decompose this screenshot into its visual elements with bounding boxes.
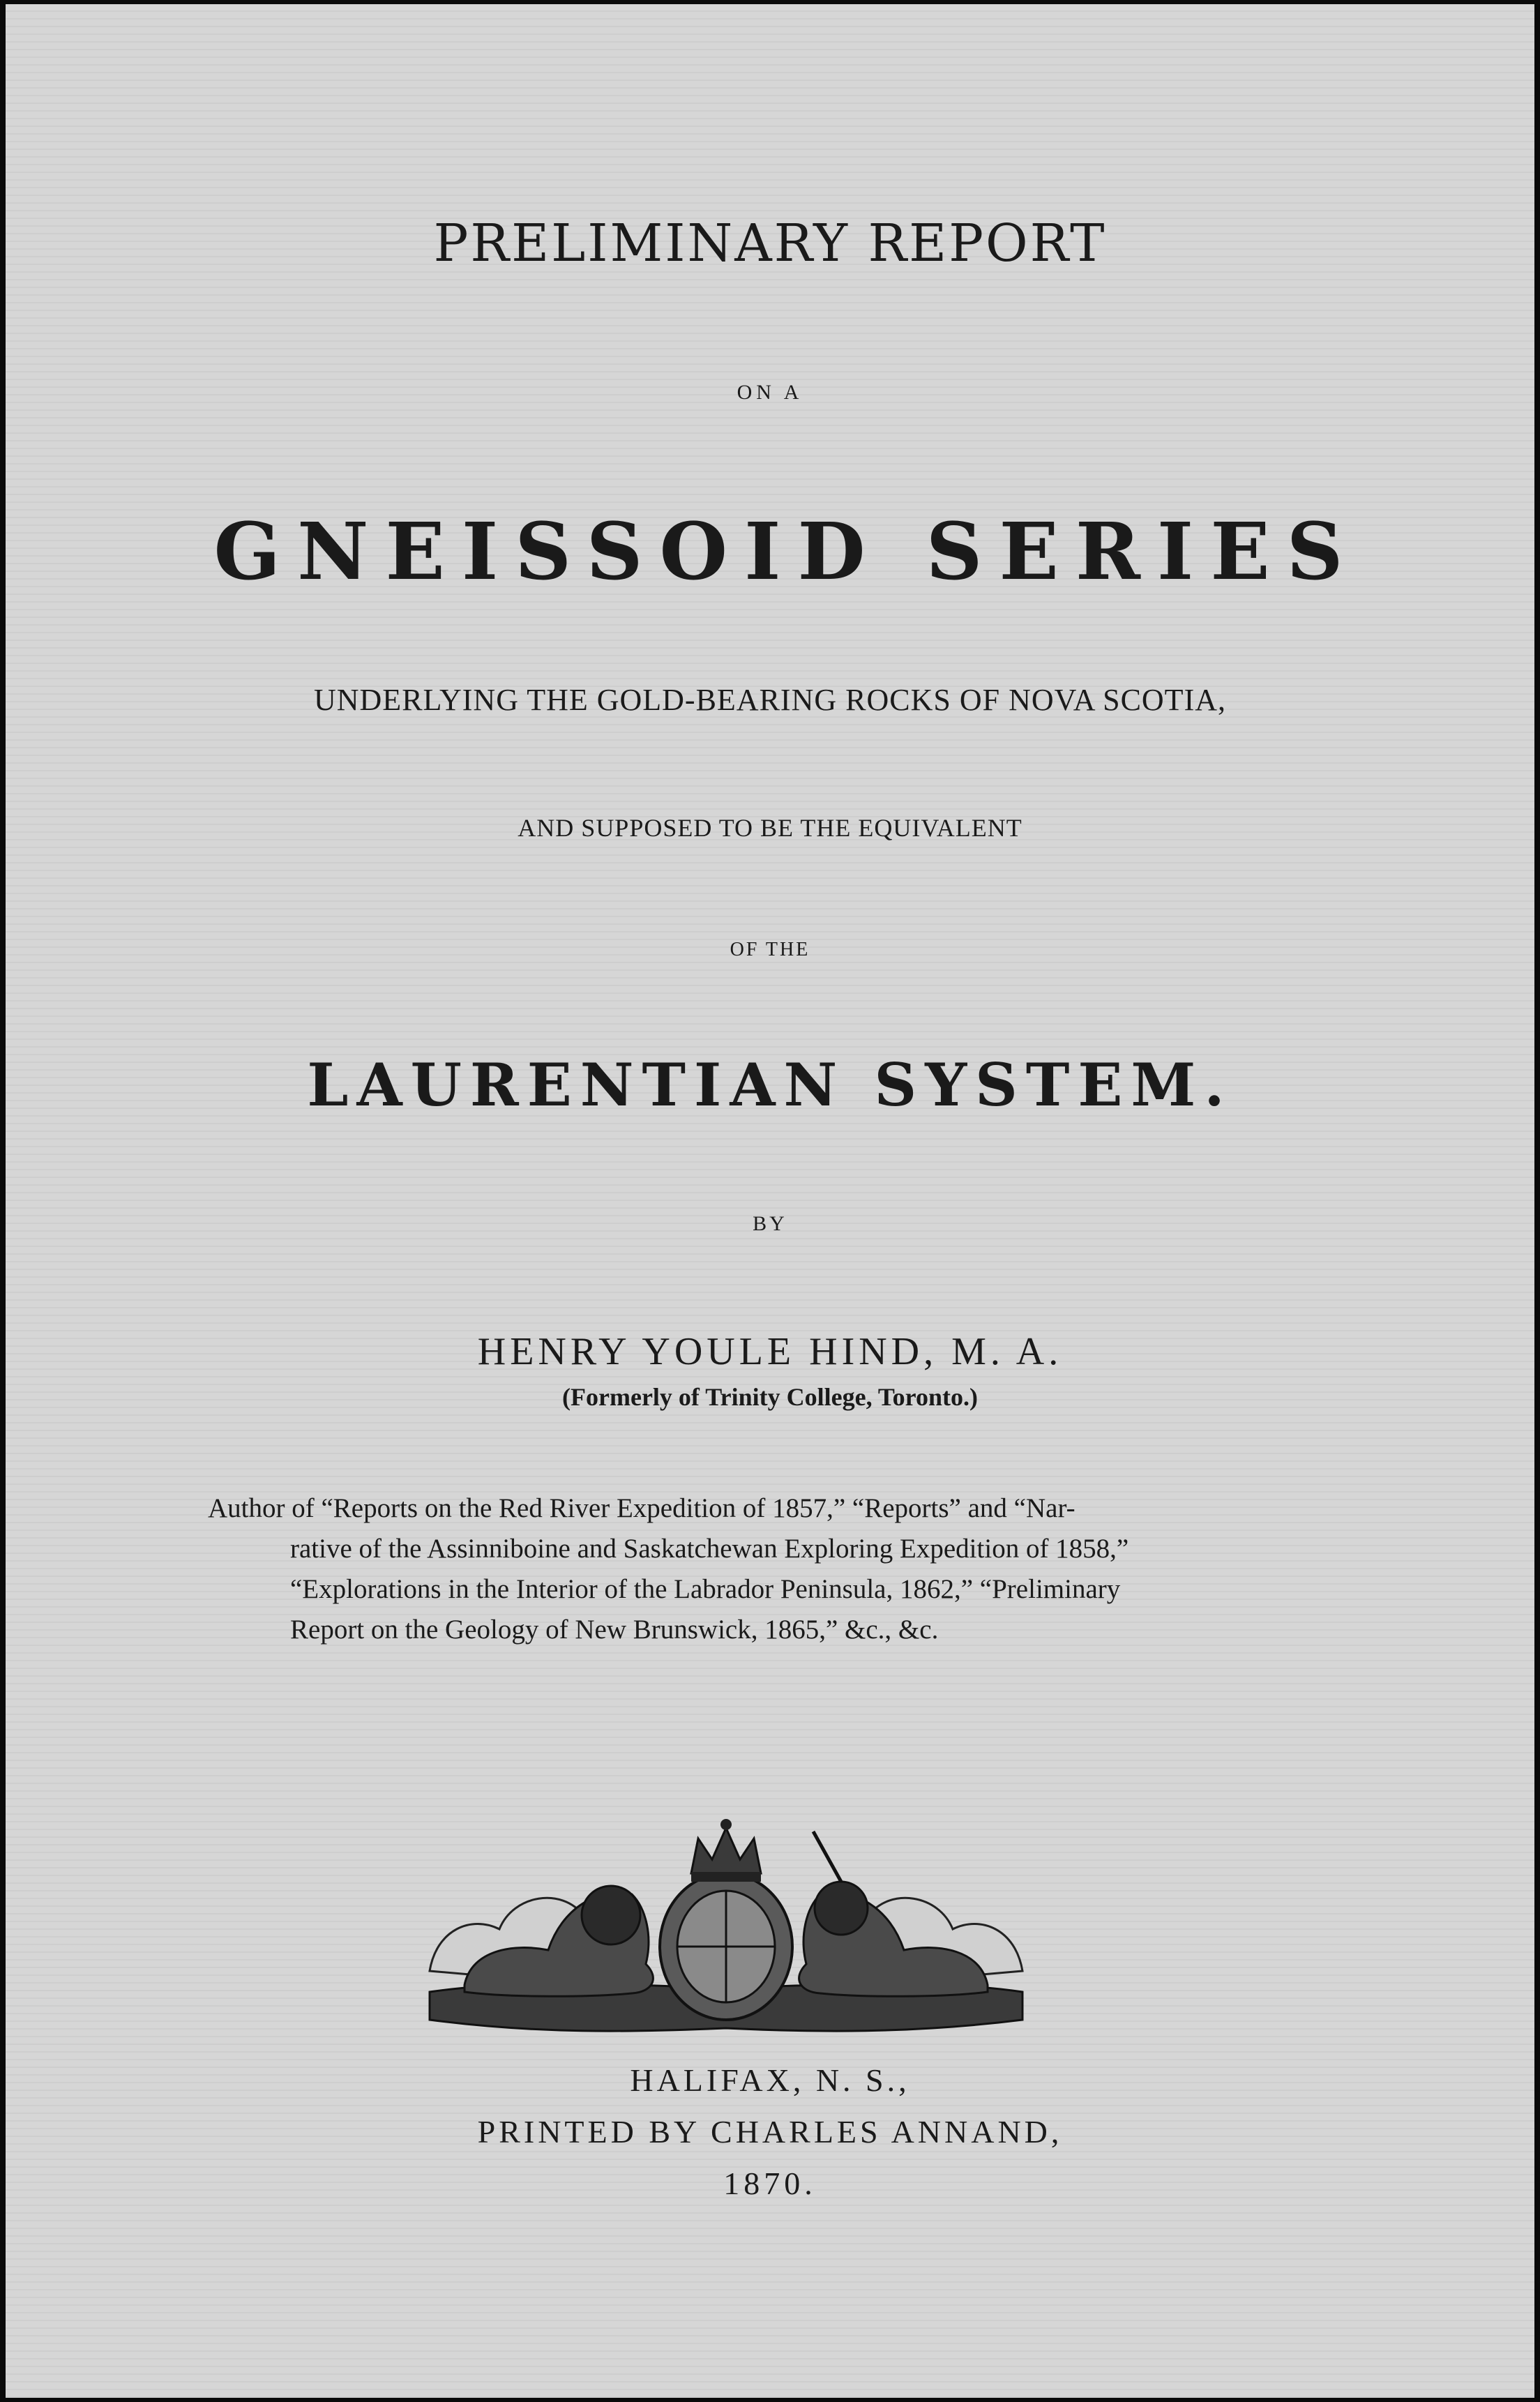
author-works-line: rative of the Assinniboine and Saskatchewan Exploring Expedition of 1858,” [290, 1534, 1129, 1564]
title-line-2: ON A [737, 381, 803, 404]
main-title: GNEISSOID SERIES [213, 506, 1360, 598]
author-works-line: Author of “Reports on the Red River Expedition of 1857,” “Reports” and “Nar- [208, 1493, 1075, 1523]
imprint-printer: PRINTED BY CHARLES ANNAND, [477, 2114, 1063, 2150]
imprint-place: HALIFAX, N. S., [630, 2062, 910, 2098]
author-works [208, 1488, 1268, 1650]
title-page [6, 4, 1534, 2398]
imprint-year: 1870. [723, 2166, 817, 2201]
subtitle-line-3: OF THE [730, 939, 810, 960]
author-works-line: “Explorations in the Interior of the Labrador Peninsula, 1862,” “Preliminary [290, 1574, 1121, 1604]
royal-coat-of-arms-icon [423, 1811, 1029, 2048]
by-label: BY [753, 1212, 787, 1235]
author-affiliation: (Formerly of Trinity College, Toronto.) [562, 1383, 978, 1411]
title-line-4: LAURENTIAN SYSTEM. [307, 1050, 1233, 1119]
author-name: HENRY YOULE HIND, M. A. [477, 1330, 1063, 1373]
title-line-1: PRELIMINARY REPORT [433, 213, 1107, 273]
subtitle-line-2: AND SUPPOSED TO BE THE EQUIVALENT [518, 814, 1022, 842]
author-works-line: Report on the Geology of New Brunswick, 1865,” &c., &c. [290, 1615, 939, 1645]
subtitle-line-1: UNDERLYING THE GOLD-BEARING ROCKS OF NOVA SCOTIA, [313, 683, 1226, 717]
